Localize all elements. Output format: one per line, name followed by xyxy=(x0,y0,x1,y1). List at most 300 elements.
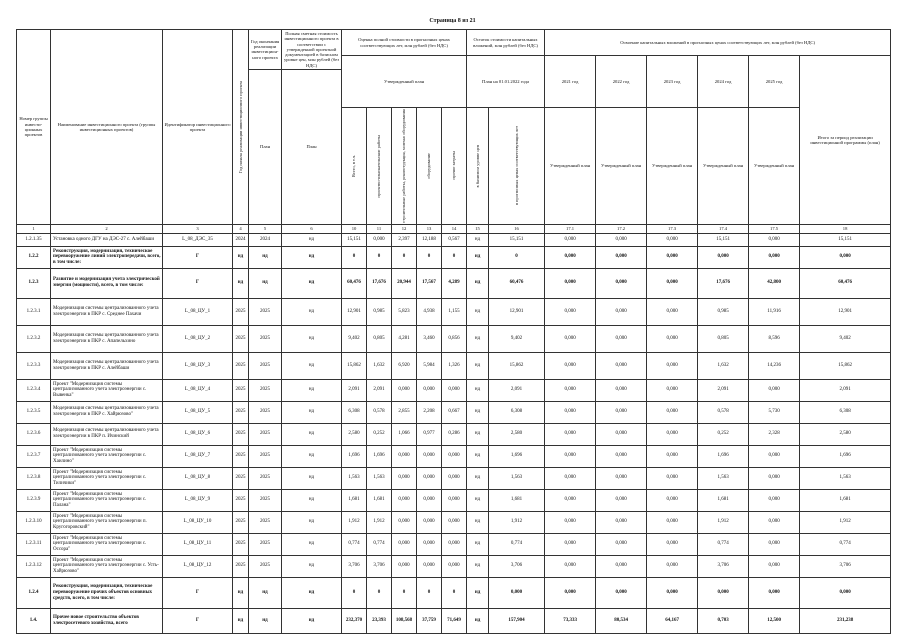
table-cell: 11,916 xyxy=(749,298,800,325)
table-cell: нд xyxy=(282,325,342,352)
table-cell: 12,188 xyxy=(417,233,442,246)
table-cell: нд xyxy=(467,445,489,467)
project-name-cell: Проект "Модернизация системы централизованного учета электроэнергии п. Кругогоровский" xyxy=(51,511,163,533)
table-cell: 0,000 xyxy=(749,533,800,555)
table-cell: нд xyxy=(249,246,282,268)
header-2025: 2025 год xyxy=(749,56,800,108)
table-cell: 2025 xyxy=(233,555,249,577)
table-cell: 0,000 xyxy=(749,489,800,511)
table-cell: 2025 xyxy=(249,401,282,423)
project-name-cell: Модернизация системы централизованного учета электроэнергии в ПКР с. Алейбаши xyxy=(51,352,163,379)
project-name-cell: Развитие и модернизация учета электрической энергии (мощности), всего, в том числе: xyxy=(51,268,163,298)
table-cell: 0,000 xyxy=(545,577,596,608)
table-cell: 0,000 xyxy=(749,577,800,608)
table-cell: 0,000 xyxy=(647,268,698,298)
table-cell: 1.2.4 xyxy=(17,577,51,608)
table-cell: 1,912 xyxy=(367,511,392,533)
project-name-cell: Установка одного ДГУ на ДЭС-27 с. Алейбаши xyxy=(51,233,163,246)
table-cell: 2025 xyxy=(249,379,282,401)
table-cell: 108,568 xyxy=(392,608,417,633)
table-cell: 0,000 xyxy=(545,423,596,445)
header-remain-plan: План на 01.01.2022 года xyxy=(467,56,545,108)
table-cell: 9,402 xyxy=(800,325,891,352)
table-cell: 80,534 xyxy=(596,608,647,633)
project-name-cell: Проект "Модернизация системы централизованного учета электроэнергии с. Тиличики" xyxy=(51,467,163,489)
table-cell: 1.2.3.3 xyxy=(17,352,51,379)
table-cell: нд xyxy=(467,511,489,533)
table-cell: нд xyxy=(282,467,342,489)
table-cell: нд xyxy=(467,577,489,608)
table-cell: 2,328 xyxy=(749,423,800,445)
header-2022: 2022 год xyxy=(596,56,647,108)
table-cell: 1,563 xyxy=(698,467,749,489)
table-cell: 0,578 xyxy=(698,401,749,423)
table-row xyxy=(17,298,891,325)
table-cell: нд xyxy=(467,379,489,401)
table-row xyxy=(17,511,891,533)
header-year-finish-plan: План xyxy=(249,69,282,224)
table-cell: 64,167 xyxy=(647,608,698,633)
table-cell: 0,000 xyxy=(647,401,698,423)
table-cell: 1.2.3.8 xyxy=(17,467,51,489)
table-cell: 12,901 xyxy=(800,298,891,325)
table-cell: 1.4. xyxy=(17,608,51,633)
table-cell: 2024 xyxy=(249,233,282,246)
project-name-cell: Модернизация системы централизованного учета электроэнергии в ПКР с. Среднее Пахачи xyxy=(51,298,163,325)
header-approved-2022: Утвержденный план xyxy=(596,107,647,224)
table-cell: 15,151 xyxy=(489,233,545,246)
header-estimate-group: Оценка полной стоимости в прогнозных ценах соответствующих лет, млн рублей (без НДС) xyxy=(342,30,467,56)
table-cell: 0,000 xyxy=(596,379,647,401)
table-cell: 3,706 xyxy=(489,555,545,577)
header-year-start: Год начала реализации инвестиционного проекта xyxy=(233,30,249,225)
table-cell: 0,000 xyxy=(392,467,417,489)
table-cell: 2025 xyxy=(233,467,249,489)
table-cell: 6,308 xyxy=(342,401,367,423)
table-cell: 0,000 xyxy=(392,445,417,467)
project-name-cell: Проект "Модернизация системы централизованного учета электроэнергии с. Усть-Хайрюзово" xyxy=(51,555,163,577)
table-cell: 3,706 xyxy=(698,555,749,577)
table-cell: 0,000 xyxy=(417,379,442,401)
table-cell: 0,000 xyxy=(442,533,467,555)
table-cell: 2,580 xyxy=(800,423,891,445)
table-cell: Г xyxy=(163,246,233,268)
table-cell: 1,696 xyxy=(698,445,749,467)
table-cell: 0 xyxy=(367,246,392,268)
table-cell: 0,000 xyxy=(442,445,467,467)
header-approved-2021: Утвержденный план xyxy=(545,107,596,224)
table-cell: 42,800 xyxy=(749,268,800,298)
table-cell: L_08_ЦУ_9 xyxy=(163,489,233,511)
table-row xyxy=(17,401,891,423)
table-cell: 20,944 xyxy=(392,268,417,298)
table-cell: 1,681 xyxy=(367,489,392,511)
column-number: 5 xyxy=(249,224,282,233)
column-number: 2 xyxy=(51,224,163,233)
header-approved-2023: Утвержденный план xyxy=(647,107,698,224)
header-full-cost-plan: План xyxy=(282,69,342,224)
table-cell: 0,000 xyxy=(367,233,392,246)
table-cell: нд xyxy=(282,423,342,445)
table-cell: 0,000 xyxy=(647,423,698,445)
table-cell: 0,000 xyxy=(596,298,647,325)
table-cell: нд xyxy=(282,401,342,423)
investment-table xyxy=(16,29,891,634)
table-cell: 9,402 xyxy=(342,325,367,352)
column-number: 17.2 xyxy=(596,224,647,233)
table-cell: 2,580 xyxy=(489,423,545,445)
table-cell: 0 xyxy=(417,577,442,608)
table-cell: 0,000 xyxy=(545,533,596,555)
table-cell: 1.2.3.7 xyxy=(17,445,51,467)
table-cell: 1,563 xyxy=(800,467,891,489)
table-cell: 0,000 xyxy=(647,511,698,533)
project-name-cell: Проект "Модернизация системы централизованного учета электроэнергии с. Вывенка" xyxy=(51,379,163,401)
table-cell: Г xyxy=(163,608,233,633)
header-2024: 2024 год xyxy=(698,56,749,108)
header-remain-base: в базисном уровне цен xyxy=(467,107,489,224)
table-row xyxy=(17,467,891,489)
table-cell: нд xyxy=(467,555,489,577)
table-cell: 17,676 xyxy=(698,268,749,298)
table-cell: 0,000 xyxy=(749,445,800,467)
header-project-name: Наименование инвестиционного проекта (группы инвестиционных проектов) xyxy=(51,30,163,225)
page-title: Страница 8 из 21 xyxy=(429,18,476,24)
table-cell: L_08_ЦУ_11 xyxy=(163,533,233,555)
table-cell: 0 xyxy=(342,246,367,268)
table-cell: L_08_ДЭС_35 xyxy=(163,233,233,246)
table-cell: 0,000 xyxy=(749,467,800,489)
table-cell: 0,000 xyxy=(596,489,647,511)
table-cell: 0,000 xyxy=(417,489,442,511)
table-cell: 0,000 xyxy=(596,246,647,268)
table-cell: нд xyxy=(233,608,249,633)
table-cell: 0,000 xyxy=(749,233,800,246)
table-cell: 0,774 xyxy=(342,533,367,555)
table-cell: 0,774 xyxy=(698,533,749,555)
table-cell: 2024 xyxy=(233,233,249,246)
table-cell: 0,252 xyxy=(367,423,392,445)
table-cell: 2025 xyxy=(249,325,282,352)
table-cell: 1,066 xyxy=(392,423,417,445)
table-cell: 1,681 xyxy=(342,489,367,511)
table-cell: 0,000 xyxy=(698,577,749,608)
table-cell: 5,730 xyxy=(749,401,800,423)
table-cell: 1,696 xyxy=(367,445,392,467)
header-2023: 2023 год xyxy=(647,56,698,108)
table-cell: 1,681 xyxy=(698,489,749,511)
table-cell: 2025 xyxy=(249,298,282,325)
table-cell: 0,000 xyxy=(647,555,698,577)
table-cell: 1,912 xyxy=(489,511,545,533)
table-cell: 0,000 xyxy=(392,555,417,577)
table-cell: 0 xyxy=(442,577,467,608)
table-cell: L_08_ЦУ_2 xyxy=(163,325,233,352)
table-cell: 1.2.3.10 xyxy=(17,511,51,533)
table-cell: нд xyxy=(282,352,342,379)
header-finance-group: Освоение капитальных вложений в прогнозных ценах соответствующих лет, млн рублей (без НДС) xyxy=(545,30,891,56)
header-year-finish: Год окончания реализации инвестицион-ного проекта xyxy=(249,30,282,70)
table-cell: 0,000 xyxy=(647,577,698,608)
table-cell: 0 xyxy=(392,577,417,608)
table-cell: 0,000 xyxy=(596,352,647,379)
table-cell: 0,000 xyxy=(417,555,442,577)
table-cell: 2,855 xyxy=(392,401,417,423)
table-cell: нд xyxy=(467,233,489,246)
table-cell: 1,681 xyxy=(489,489,545,511)
table-cell: 1,563 xyxy=(489,467,545,489)
table-cell: 0,000 xyxy=(647,533,698,555)
table-cell: 1,155 xyxy=(442,298,467,325)
table-cell: 0,977 xyxy=(417,423,442,445)
table-cell: 0,805 xyxy=(367,325,392,352)
column-number: 12 xyxy=(392,224,417,233)
column-number: 17.5 xyxy=(749,224,800,233)
table-cell: 0,000 xyxy=(647,467,698,489)
table-cell: 0,000 xyxy=(596,423,647,445)
table-cell: 4,938 xyxy=(417,298,442,325)
table-cell: L_08_ЦУ_1 xyxy=(163,298,233,325)
table-cell: 2025 xyxy=(249,467,282,489)
table-cell: 0,000 xyxy=(647,489,698,511)
table-cell: нд xyxy=(282,577,342,608)
table-cell: 0,000 xyxy=(545,489,596,511)
table-cell: 1,912 xyxy=(800,511,891,533)
table-cell: 0,000 xyxy=(545,298,596,325)
project-name-cell: Модернизация системы централизованного учета электроэнергии в ПКР с. Апапельхино xyxy=(51,325,163,352)
table-cell: 0,000 xyxy=(545,445,596,467)
table-cell: 2025 xyxy=(249,489,282,511)
table-cell: 0,985 xyxy=(698,298,749,325)
table-cell: 2025 xyxy=(249,533,282,555)
table-cell: 0,000 xyxy=(442,489,467,511)
table-cell: 0,000 xyxy=(749,555,800,577)
table-cell: нд xyxy=(467,467,489,489)
table-cell: нд xyxy=(282,246,342,268)
table-cell: 1.2.3.6 xyxy=(17,423,51,445)
table-cell: 2025 xyxy=(233,325,249,352)
table-cell: 2,091 xyxy=(698,379,749,401)
header-remain-group: Остаток стоимости капитальных вложений, млн рублей (без НДС) xyxy=(467,30,545,56)
table-row xyxy=(17,445,891,467)
table-cell: 2,397 xyxy=(392,233,417,246)
table-cell: 2025 xyxy=(233,352,249,379)
table-row xyxy=(17,233,891,246)
table-cell: нд xyxy=(282,555,342,577)
table-cell: 0,000 xyxy=(545,511,596,533)
table-cell: нд xyxy=(282,233,342,246)
table-cell: 0,578 xyxy=(367,401,392,423)
table-cell: 0,000 xyxy=(392,533,417,555)
table-cell: 0,000 xyxy=(647,352,698,379)
header-est-pir: проектно-изыскательские работы xyxy=(367,107,392,224)
header-project-id: Идентификатор инвестиционного проекта xyxy=(163,30,233,225)
table-cell: 8,596 xyxy=(749,325,800,352)
project-name-cell: Проект "Модернизация системы централизованного учета электроэнергии с. Оссора" xyxy=(51,533,163,555)
table-cell: 0,856 xyxy=(442,325,467,352)
table-row xyxy=(17,352,891,379)
header-group-no: Номер группы инвести-ционных проектов xyxy=(17,30,51,225)
table-cell: 1,563 xyxy=(342,467,367,489)
project-name-cell: Прочее новое строительство объектов электросетевого хозяйства, всего xyxy=(51,608,163,633)
column-number: 18 xyxy=(800,224,891,233)
table-row xyxy=(17,379,891,401)
table-cell: 1.2.3.12 xyxy=(17,555,51,577)
project-name-cell: Реконструкция, модернизация, техническое перевооружение прочих объектов основных средств, всего, в том числе: xyxy=(51,577,163,608)
table-cell: 9,402 xyxy=(489,325,545,352)
table-cell: L_08_ЦУ_5 xyxy=(163,401,233,423)
table-cell: 0,985 xyxy=(367,298,392,325)
table-cell: 37,759 xyxy=(417,608,442,633)
table-cell: L_08_ЦУ_12 xyxy=(163,555,233,577)
table-cell: 1,696 xyxy=(489,445,545,467)
project-name-cell: Проект "Модернизация системы централизованного учета электроэнергии с. Хаилино" xyxy=(51,445,163,467)
table-cell: 0,000 xyxy=(392,379,417,401)
table-cell: 0 xyxy=(442,246,467,268)
table-cell: нд xyxy=(467,608,489,633)
table-cell: 15,151 xyxy=(698,233,749,246)
table-cell: 0,805 xyxy=(698,325,749,352)
table-cell: 0,774 xyxy=(489,533,545,555)
table-cell: 12,901 xyxy=(489,298,545,325)
project-name-cell: Модернизация системы централизованного учета электроэнергии в ПКР п. Ичинский xyxy=(51,423,163,445)
table-cell: 231,238 xyxy=(800,608,891,633)
table-cell: 0,000 xyxy=(647,379,698,401)
table-cell: 0,000 xyxy=(417,445,442,467)
table-cell: 2025 xyxy=(233,489,249,511)
column-number-row xyxy=(17,224,891,233)
table-cell: 0,000 xyxy=(417,511,442,533)
table-cell: 2025 xyxy=(233,533,249,555)
table-cell: 2,091 xyxy=(800,379,891,401)
table-cell: 2,091 xyxy=(489,379,545,401)
table-cell: 2025 xyxy=(249,423,282,445)
table-cell: 0 xyxy=(342,577,367,608)
project-name-cell: Реконструкция, модернизация, техническое перевооружение линий электропередачи, всего, в том числе: xyxy=(51,246,163,268)
table-cell: 5,984 xyxy=(417,352,442,379)
table-cell: 2025 xyxy=(249,445,282,467)
column-number: 13 xyxy=(417,224,442,233)
table-cell: 0,000 xyxy=(545,268,596,298)
header-est-equipment: оборудование xyxy=(417,107,442,224)
table-cell: 0,000 xyxy=(489,577,545,608)
table-cell: нд xyxy=(249,577,282,608)
table-cell: 0,000 xyxy=(545,352,596,379)
table-cell: 1.2.2 xyxy=(17,246,51,268)
column-number: 3 xyxy=(163,224,233,233)
table-cell: 1,696 xyxy=(342,445,367,467)
header-est-total: Всего, в т.ч. xyxy=(342,107,367,224)
table-cell: 0 xyxy=(367,577,392,608)
table-cell: 0,000 xyxy=(442,511,467,533)
table-cell: 2,091 xyxy=(342,379,367,401)
table-cell: 2025 xyxy=(249,555,282,577)
column-number: 17.3 xyxy=(647,224,698,233)
table-cell: 1.2.1.35 xyxy=(17,233,51,246)
table-header xyxy=(17,30,891,234)
table-cell: нд xyxy=(467,298,489,325)
table-cell: 1.2.3.11 xyxy=(17,533,51,555)
table-cell: 17,567 xyxy=(417,268,442,298)
table-cell: нд xyxy=(467,246,489,268)
table-cell: 3,706 xyxy=(342,555,367,577)
table-row xyxy=(17,268,891,298)
table-cell: 0,000 xyxy=(596,268,647,298)
table-cell: 23,393 xyxy=(367,608,392,633)
table-cell: нд xyxy=(282,379,342,401)
table-cell: 15,862 xyxy=(489,352,545,379)
table-cell: 0,000 xyxy=(442,555,467,577)
table-cell: 0,000 xyxy=(545,379,596,401)
column-number: 4 xyxy=(233,224,249,233)
header-remain-forecast: в прогнозных ценах соответствующих лет xyxy=(489,107,545,224)
table-cell: 1.2.3.5 xyxy=(17,401,51,423)
column-number: 17.1 xyxy=(545,224,596,233)
table-cell: 0,252 xyxy=(698,423,749,445)
table-cell: 0,000 xyxy=(800,577,891,608)
table-cell: 60,476 xyxy=(489,268,545,298)
table-row xyxy=(17,608,891,633)
table-cell: 0,000 xyxy=(749,511,800,533)
table-cell: Г xyxy=(163,268,233,298)
table-cell: 0,000 xyxy=(545,555,596,577)
table-cell: L_08_ЦУ_8 xyxy=(163,467,233,489)
table-cell: 4,281 xyxy=(392,325,417,352)
table-cell: нд xyxy=(282,511,342,533)
table-cell: 1,632 xyxy=(367,352,392,379)
table-cell: L_08_ЦУ_7 xyxy=(163,445,233,467)
table-cell: 0,286 xyxy=(442,423,467,445)
table-cell: 0,000 xyxy=(596,555,647,577)
table-cell: нд xyxy=(467,325,489,352)
table-cell: 0,000 xyxy=(545,246,596,268)
table-row xyxy=(17,489,891,511)
table-cell: 0,000 xyxy=(749,246,800,268)
table-cell: 60,476 xyxy=(342,268,367,298)
table-cell: нд xyxy=(282,489,342,511)
table-cell: 1.2.3.1 xyxy=(17,298,51,325)
table-cell: 0,000 xyxy=(417,533,442,555)
table-row xyxy=(17,533,891,555)
table-cell: 15,151 xyxy=(800,233,891,246)
table-cell: 1,912 xyxy=(342,511,367,533)
table-cell: 3,706 xyxy=(800,555,891,577)
table-cell: 1,632 xyxy=(698,352,749,379)
table-cell: 0,000 xyxy=(647,233,698,246)
table-cell: 0,000 xyxy=(596,577,647,608)
table-cell: 6,308 xyxy=(489,401,545,423)
table-cell: 1.2.3.2 xyxy=(17,325,51,352)
table-cell: 0 xyxy=(417,246,442,268)
table-row xyxy=(17,577,891,608)
table-cell: нд xyxy=(467,268,489,298)
column-number: 17.4 xyxy=(698,224,749,233)
table-cell: 2025 xyxy=(233,511,249,533)
table-cell: 0,703 xyxy=(698,608,749,633)
header-approved-2024: Утвержденный план xyxy=(698,107,749,224)
table-cell: 2025 xyxy=(249,352,282,379)
header-full-cost: Полная сметная стоимость инвестиционного проекта в соответствии с утвержденной проектной документацией в базисном уровне цен, млн рублей (без НДС) xyxy=(282,30,342,70)
table-cell: 3,460 xyxy=(417,325,442,352)
table-row xyxy=(17,423,891,445)
table-cell: нд xyxy=(249,268,282,298)
table-cell: нд xyxy=(233,246,249,268)
table-cell: 17,676 xyxy=(367,268,392,298)
table-cell: 0,000 xyxy=(749,379,800,401)
table-cell: L_08_ЦУ_6 xyxy=(163,423,233,445)
table-cell: 0 xyxy=(392,246,417,268)
table-cell: нд xyxy=(233,268,249,298)
